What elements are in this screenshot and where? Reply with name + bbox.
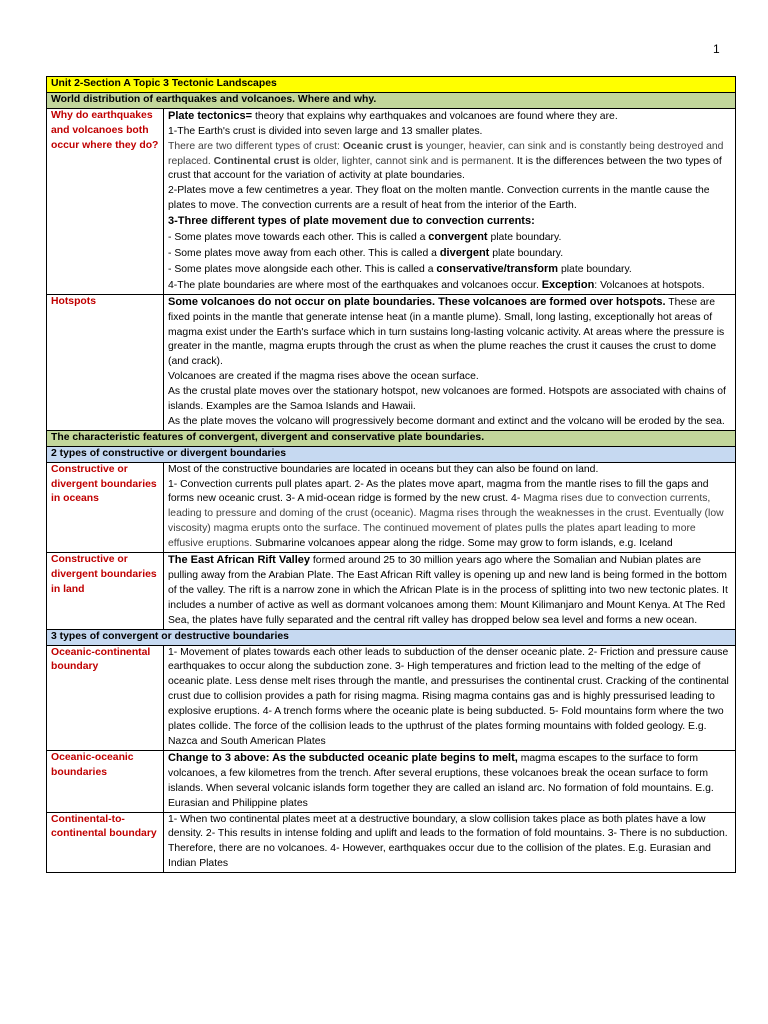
text: - Some plates move away from each other. This is called a — [168, 247, 440, 259]
text: plate boundary. — [558, 263, 632, 275]
subsection-heading-convergent: 3 types of convergent or destructive boundaries — [47, 629, 736, 645]
text: There are two different types of crust: — [168, 140, 343, 152]
term-oceanic-crust: Oceanic crust is — [342, 140, 424, 152]
text: Submarine volcanoes appear along the ridge. Some may grow to form islands, e.g. Iceland — [252, 538, 673, 550]
unit-title-row — [47, 77, 736, 93]
text: Most of the constructive boundaries are located in oceans but they can also be found on land. — [168, 463, 599, 475]
text: : Volcanoes at hotspots. — [594, 279, 705, 291]
row-label-oceanic-continental: Oceanic-continental boundary — [47, 645, 164, 750]
text: Magma rises due to convection currents, leading to pressure and doming of the crust (oceanic). Magma rises through the weaknesses in the crust. Eventually (low viscosity) magma erupts onto the surface. The continued movement of plates pulls the plates apart leading to more effusive eruptions. — [168, 493, 724, 550]
subsection-heading-row — [47, 629, 736, 645]
table-row — [47, 645, 736, 750]
text: theory that explains why earthquakes and volcanoes are found where they are. — [252, 110, 618, 122]
text: It is the differences between the two types of crust that account for the variation of activity at plate boundaries. — [168, 155, 722, 182]
unit-title: Unit 2-Section A Topic 3 Tectonic Landscapes — [47, 77, 736, 93]
section-heading-distribution: World distribution of earthquakes and volcanoes. Where and why. — [47, 92, 736, 108]
row-label-why-earthquakes: Why do earthquakes and volcanoes both occur where they do? — [47, 108, 164, 294]
page-number: 1 — [713, 42, 720, 56]
section-heading-features: The characteristic features of convergent, divergent and conservative plate boundaries. — [47, 430, 736, 446]
text: 1-The Earth's crust is divided into seven large and 13 smaller plates. — [168, 125, 483, 137]
section-heading-row — [47, 92, 736, 108]
row-label-oceanic-oceanic: Oceanic-oceanic boundaries — [47, 750, 164, 812]
text: 1- Convection currents pull plates apart. 2- As the plates move apart, magma from the mantle rises to fill the gaps and forms new oceanic crust. 3- A mid-ocean ridge is formed by the new crust. 4- — [168, 478, 709, 505]
text: plate boundary. — [489, 247, 564, 259]
text: As the plate moves the volcano will progressively become dormant and extinct and the volcano will be eroded by the sea. — [168, 415, 725, 427]
text: Change to 3 above — [168, 751, 266, 764]
text: formed around 25 to 30 million years ago where the Somalian and Nubian plates are pulling away from the Arabian Plate. The East African Rift valley is opening up and new land is being formed in the bottom of the valley. The rift is a narrow zone in which the African Plate is in the process of splitting into two new tectonic plates. It includes a number of active as well as dormant volcanoes among them: Mount Kilimanjaro and Mount Kenya. At The Red Sea, the plates have fully separated and the central rift valley has dropped below sea level and forms a new ocean. — [168, 555, 728, 626]
text: Volcanoes are created if the magma rises above the ocean surface. — [168, 371, 479, 383]
text: As the crustal plate moves over the stationary hotspot, new volcanoes are formed. Hotspots are associated with chains of islands. Examples are the Samoa Islands and Hawaii. — [168, 386, 726, 413]
text: : As the subducted oceanic plate begins to melt, — [265, 751, 518, 764]
row-content-divergent-land — [164, 553, 736, 630]
text: younger, heavier, can sink and is constantly being destroyed and replaced. — [168, 140, 724, 167]
row-content-why-earthquakes — [164, 108, 736, 294]
term-continental-crust: Continental crust is — [213, 155, 311, 167]
table-row — [47, 462, 736, 552]
table-row — [47, 294, 736, 430]
text: plate boundary. — [487, 232, 562, 244]
text: older, lighter, cannot sink and is permanent. — [310, 155, 514, 167]
table-row — [47, 750, 736, 812]
row-label-hotspots: Hotspots — [47, 294, 164, 430]
row-content-divergent-oceans — [164, 462, 736, 552]
text: 1- Movement of plates towards each other leads to subduction of the denser oceanic plate. 2- Friction and pressure cause earthquakes to occur along the subduction zone. 3- High temperatures and friction lead to the melting of the edge of oceanic plate. Less dense melt rises through the mantle, and pressurises the continental crust. Cracking of the continental crust due to collision provides a path for rising magma. Rising magma contains gas and is highly pressurised leading to explosive eruptions. 4- A trench forms where the oceanic plate is being subducted. 5- Fold mountains form where the two plates collide. The force of the collision leads to the upthrust of the plates forming mountains with folded geology. E.g. Nazca and South American Plates — [168, 646, 729, 747]
term-east-african-rift: The East African Rift Valley — [168, 554, 311, 567]
row-label-divergent-oceans: Constructive or divergent boundaries in oceans — [47, 462, 164, 552]
row-content-oceanic-oceanic — [164, 750, 736, 812]
notes-table — [46, 76, 736, 873]
subheading-plate-movement: 3-Three different types of plate movement due to convection currents: — [168, 215, 535, 228]
row-content-continental-continental — [164, 812, 736, 873]
term-conservative: conservative/transform — [436, 262, 559, 275]
term-divergent: divergent — [439, 246, 490, 259]
text: 2-Plates move a few centimetres a year. They float on the molten mantle. Convection currents in the mantle cause the plates to move. The convection currents are a result of heat from the interior of the Earth. — [168, 185, 710, 212]
text: 1- When two continental plates meet at a destructive boundary, a slow collision takes place as both plates have a low density. 2- This results in intense folding and uplift and leads to the formation of fold mountains. 3- There is no subduction. Therefore, there are no volcanoes. 4- However, earthquakes occur due to the collision of the plates. E.g. Eurasian and Indian Plates — [168, 813, 728, 870]
text: Some volcanoes do not occur on plate boundaries. These volcanoes are formed over hotspots. — [168, 295, 666, 308]
table-row — [47, 553, 736, 630]
subsection-heading-row — [47, 446, 736, 462]
row-label-divergent-land: Constructive or divergent boundaries in land — [47, 553, 164, 630]
term-convergent: convergent — [428, 231, 488, 244]
row-content-oceanic-continental — [164, 645, 736, 750]
table-row — [47, 108, 736, 294]
row-label-continental-continental: Continental-to-continental boundary — [47, 812, 164, 873]
text: magma escapes to the surface to form volcanoes, a few kilometres from the trench. After several eruptions, these volcanoes break the ocean surface to form islands. When several volcanic islands form together they are called an island arc. No formation of fold mountains. E.g. Eurasian and Philippine plates — [168, 752, 714, 809]
table-row — [47, 812, 736, 873]
section-heading-row — [47, 430, 736, 446]
subsection-heading-divergent: 2 types of constructive or divergent boundaries — [47, 446, 736, 462]
text: 4-The plate boundaries are where most of the earthquakes and volcanoes occur. — [168, 279, 542, 291]
text: - Some plates move towards each other. This is called a — [168, 232, 429, 244]
text: - Some plates move alongside each other. This is called a — [168, 263, 437, 275]
term-plate-tectonics: Plate tectonics= — [168, 109, 253, 122]
text: These are fixed points in the mantle that generate intense heat (in a mantle plume). Small, long lasting, exceptionally hot areas of magma exist under the Earth's surface which in turn sustains long-lasting volcanic activity. At areas where the pressure is greater in the mantle, magma erupts through the crust as when the plume reaches the crust it causes the crust to dome (and crack). — [168, 296, 725, 368]
row-content-hotspots — [164, 294, 736, 430]
term-exception: Exception — [541, 278, 595, 291]
